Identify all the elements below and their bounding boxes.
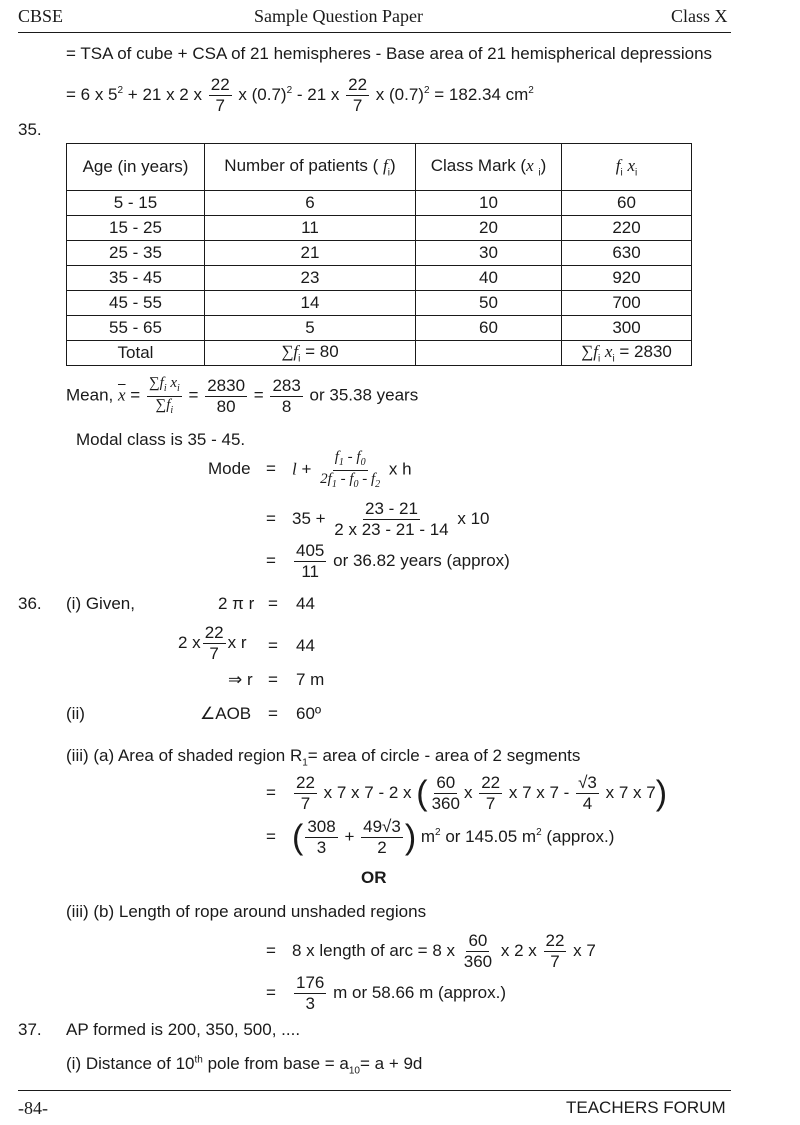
q36-implies: ⇒ r [228,670,253,689]
table-row: 5 - 15 6 10 60 [67,191,692,216]
q36-iiia-step1: = $\frac{22}{7}$ x 7 x 7 - 2 x ( $\frac{60}{360}$ x $\frac{22}{7}$ x 7 x 7 - $\frac{√3}{4}$ x 7 x 7) [266,773,668,813]
mode-line3: = $\frac{405}{11}$ or 36.82 years (approx) [266,541,510,581]
q36-eq1: = [268,594,278,613]
q36-7m: 7 m [296,670,325,689]
col-fx-header: $f_i$ $x_i$ [562,144,692,191]
or-divider: OR [361,868,387,887]
q36-ii-label: (ii) [66,704,85,723]
q36-eq2: = [268,636,278,655]
q37-text: AP formed is 200, 350, 500, .... [66,1020,301,1039]
modal-class: Modal class is 35 - 45. [76,430,246,449]
q35-number: 35. [18,120,42,139]
patients-table [66,143,692,366]
q36-eq3: = [268,670,278,689]
q36-iiia-step2: = ( $\frac{308}{3}$ + $\frac{49√3}{2}$ ) $m^2$ or 145.05 $m^2$ (approx.) [266,817,615,857]
q37-i: (i) Distance of 10th pole from base = $a_{10}= a + 9d$ [66,1054,423,1077]
q36-iiib-step1: = 8 x length of arc = 8 x $\frac{60}{360}$ x 2 x $\frac{22}{7}$ x 7 [266,931,596,971]
q36-number: 36. [18,594,42,613]
q36-eq4: = [268,704,278,723]
q36-i-label: (i) Given, [66,594,135,613]
table-row: 25 - 35 21 30 630 [67,241,692,266]
header-rule [18,32,731,33]
q36-44a: 44 [296,594,315,613]
q36-iiib-text: (iii) (b) Length of rope around unshaded regions [66,902,427,921]
table-row: 15 - 25 11 20 220 [67,216,692,241]
q36-line2: 2 x $\frac{22}{7}$ x r [178,623,247,663]
table-row: 35 - 45 23 40 920 [67,266,692,291]
page-number: -84- [18,1098,48,1118]
q36-44b: 44 [296,636,315,655]
mode-line1: Mode = l + $\frac{f_1 - f_0}{2f_1 - f_0 - f_2}$ x h [208,449,412,490]
mode-line2: = 35 + $\frac{23 - 21}{2 x 23 - 21 - 14}$ x 10 [266,499,490,539]
q36-iiib-step2: = $\frac{176}{3}$ m or 58.66 m (approx.) [266,973,507,1013]
table-row: 45 - 55 14 50 700 [67,291,692,316]
q36-2pir: 2 π r [218,594,255,613]
q36-aob: ∠AOB [200,704,252,723]
header-right: Class X [671,6,728,26]
table-total-row: Total $\sum f_i = 80$ $\sum f_i$ $x_i = 2830$ [67,341,692,366]
header-left: CBSE [18,6,64,26]
q34-line2: = 6 x $5^2 + 21$ x 2 x $\frac{22}{7}$ x $(0.7)^2 - 21$ x $\frac{22}{7}$ x $(0.7)^2 = 182.34$ $cm^2$ [66,75,534,115]
q34-line1: = TSA of cube + CSA of 21 hemispheres - Base area of 21 hemispherical depressions [66,44,713,63]
table-row: 55 - 65 5 60 300 [67,316,692,341]
footer-rule [18,1090,731,1091]
q36-iiia-text: (iii) (a) Area of shaded region $R_1=$ area of circle - area of 2 segments [66,746,581,769]
table-header-row [67,144,692,191]
footer-brand: TEACHERS FORUM [566,1098,726,1117]
header-center: Sample Question Paper [254,6,423,26]
mean-line: Mean, $\overline{x}$ = $\frac{\sum f_i x_i}{\sum f_i}$ = $\frac{2830}{80}$ = $\frac{283}{8}$ or 35.38 years [66,375,419,416]
q36-60deg: 60º [296,704,322,723]
col-age-header: Age (in years) [67,144,205,191]
col-classmark-header: Class Mark (x $_i$) [416,144,562,191]
col-patients-header: Number of patients ( $f_i$) [205,144,416,191]
q37-number: 37. [18,1020,42,1039]
